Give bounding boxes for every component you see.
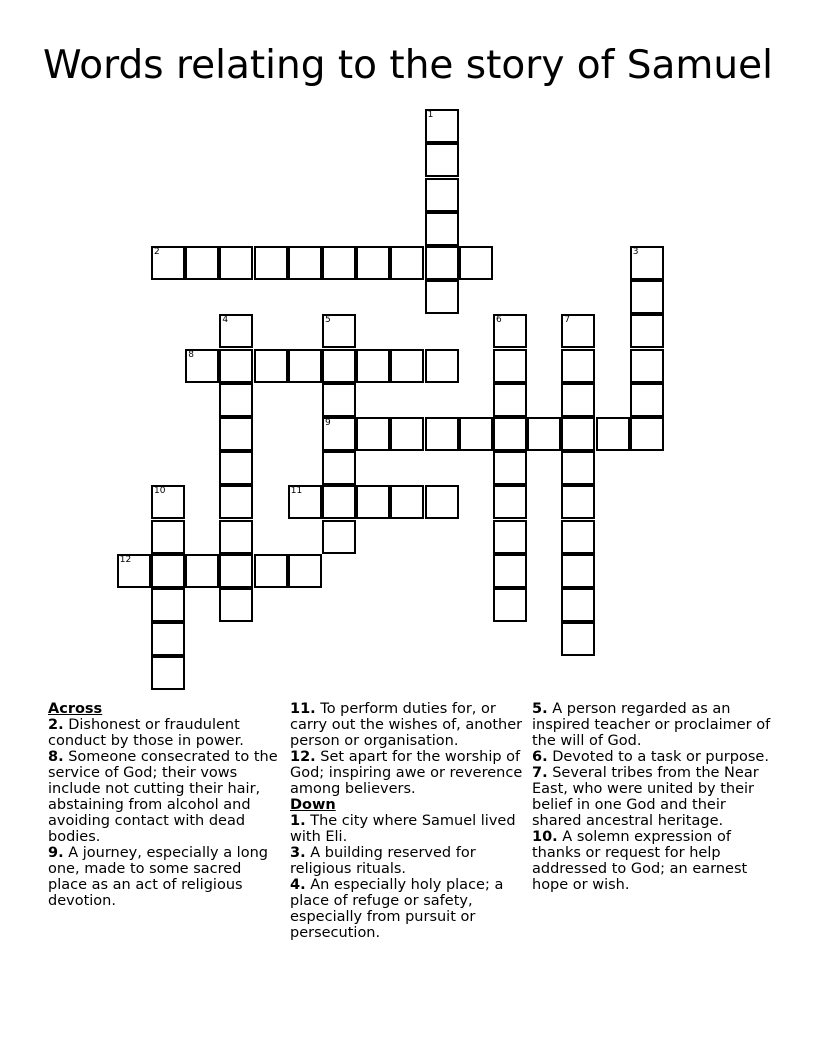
grid-cell[interactable] bbox=[561, 417, 595, 451]
grid-cell[interactable] bbox=[425, 246, 459, 280]
grid-cell[interactable] bbox=[219, 485, 253, 519]
grid-cell[interactable] bbox=[288, 246, 322, 280]
grid-cell[interactable] bbox=[425, 143, 459, 177]
grid-cell[interactable] bbox=[356, 349, 390, 383]
grid-cell[interactable] bbox=[322, 246, 356, 280]
clues-column-1 bbox=[48, 701, 280, 909]
clue-number: 11 bbox=[290, 486, 303, 497]
clue-down-5: 5. A person regarded as an inspired teacher or proclaimer of the will of God. bbox=[532, 701, 771, 749]
grid-cell[interactable] bbox=[322, 451, 356, 485]
grid-cell[interactable] bbox=[254, 554, 288, 588]
grid-cell[interactable] bbox=[459, 246, 493, 280]
grid-cell[interactable] bbox=[219, 588, 253, 622]
grid-cell[interactable] bbox=[493, 349, 527, 383]
grid-cell[interactable] bbox=[527, 417, 561, 451]
grid-cell[interactable] bbox=[254, 349, 288, 383]
grid-cell[interactable] bbox=[630, 280, 664, 314]
clue-across-2: 2. Dishonest or fraudulent conduct by those in power. bbox=[48, 717, 244, 749]
grid-cell[interactable] bbox=[390, 485, 424, 519]
clue-number: 3 bbox=[632, 247, 639, 257]
grid-cell[interactable] bbox=[356, 246, 390, 280]
grid-cell[interactable] bbox=[425, 109, 459, 143]
clue-number: 5 bbox=[325, 315, 331, 326]
grid-cell[interactable] bbox=[322, 349, 356, 383]
grid-cell[interactable] bbox=[425, 485, 459, 519]
clue-down-7: 7. Several tribes from the Near East, who were united by their belief in one God and their shared ancestral heritage. bbox=[532, 765, 759, 829]
grid-cell[interactable] bbox=[596, 417, 630, 451]
grid-cell[interactable] bbox=[288, 349, 322, 383]
grid-cell[interactable] bbox=[561, 314, 595, 348]
grid-cell[interactable] bbox=[493, 485, 527, 519]
grid-cell[interactable] bbox=[322, 520, 356, 554]
clue-number: 4 bbox=[222, 315, 229, 326]
grid-cell[interactable] bbox=[151, 588, 185, 622]
grid-cell[interactable] bbox=[219, 383, 253, 417]
grid-cell[interactable] bbox=[493, 314, 527, 348]
grid-cell[interactable] bbox=[459, 417, 493, 451]
clue-down-3: 3. A building reserved for religious rituals. bbox=[290, 845, 476, 877]
grid-cell[interactable] bbox=[561, 451, 595, 485]
grid-cell[interactable] bbox=[425, 212, 459, 246]
grid-cell[interactable] bbox=[185, 554, 219, 588]
clues-column-2 bbox=[290, 701, 526, 941]
grid-cell[interactable] bbox=[219, 314, 253, 348]
clue-number: 7 bbox=[564, 315, 571, 326]
grid-cell[interactable] bbox=[356, 485, 390, 519]
grid-cell[interactable] bbox=[151, 246, 185, 280]
grid-cell[interactable] bbox=[561, 485, 595, 519]
grid-cell[interactable] bbox=[561, 349, 595, 383]
clues-column-3 bbox=[532, 701, 772, 893]
grid-cell[interactable] bbox=[219, 417, 253, 451]
grid-cell[interactable] bbox=[151, 554, 185, 588]
grid-cell[interactable] bbox=[630, 314, 664, 348]
grid-cell[interactable] bbox=[493, 417, 527, 451]
grid-cell[interactable] bbox=[322, 485, 356, 519]
grid-cell[interactable] bbox=[630, 349, 664, 383]
clue-number: 2 bbox=[154, 247, 160, 257]
across-heading: Across bbox=[48, 701, 103, 717]
grid-cell[interactable] bbox=[254, 246, 288, 280]
grid-cell[interactable] bbox=[425, 349, 459, 383]
grid-cell[interactable] bbox=[151, 622, 185, 656]
grid-cell[interactable] bbox=[219, 349, 253, 383]
grid-cell[interactable] bbox=[151, 520, 185, 554]
grid-cell[interactable] bbox=[630, 246, 664, 280]
clue-number: 10 bbox=[154, 486, 166, 497]
grid-cell[interactable] bbox=[219, 451, 253, 485]
grid-cell[interactable] bbox=[151, 656, 185, 690]
grid-cell[interactable] bbox=[322, 383, 356, 417]
clue-across-9: 9. A journey, especially a long one, made to some sacred place as an act of religious devotion. bbox=[48, 845, 268, 909]
clue-number: 9 bbox=[325, 418, 331, 428]
grid-cell[interactable] bbox=[630, 383, 664, 417]
grid-cell[interactable] bbox=[390, 417, 424, 451]
grid-cell[interactable] bbox=[219, 520, 253, 554]
down-heading: Down bbox=[290, 797, 336, 813]
grid-cell[interactable] bbox=[493, 451, 527, 485]
grid-cell[interactable] bbox=[219, 554, 253, 588]
clue-down-1: 1. The city where Samuel lived with Eli. bbox=[290, 813, 516, 845]
grid-cell[interactable] bbox=[288, 554, 322, 588]
grid-cell[interactable] bbox=[425, 280, 459, 314]
grid-cell[interactable] bbox=[493, 554, 527, 588]
grid-cell[interactable] bbox=[493, 588, 527, 622]
grid-cell[interactable] bbox=[493, 520, 527, 554]
clue-number: 6 bbox=[496, 315, 502, 326]
grid-cell[interactable] bbox=[561, 520, 595, 554]
clue-down-10: 10. A solemn expression of thanks or request for help addressed to God; an earnest hope or wish. bbox=[532, 829, 748, 893]
grid-cell[interactable] bbox=[322, 314, 356, 348]
grid-cell[interactable] bbox=[288, 485, 322, 519]
clue-number: 1 bbox=[427, 110, 434, 121]
grid-cell[interactable] bbox=[630, 417, 664, 451]
grid-cell[interactable] bbox=[561, 588, 595, 622]
clue-across-12: 12. Set apart for the worship of God; inspiring awe or reverence among believers. bbox=[290, 749, 523, 797]
clue-down-6: 6. Devoted to a task or purpose. bbox=[532, 749, 769, 765]
clue-across-11: 11. To perform duties for, or carry out the wishes of, another person or organisation. bbox=[290, 701, 523, 749]
puzzle-title: Words relating to the story of Samuel bbox=[43, 43, 773, 88]
grid-cell[interactable] bbox=[117, 554, 151, 588]
grid-cell[interactable] bbox=[185, 246, 219, 280]
grid-cell[interactable] bbox=[425, 417, 459, 451]
grid-cell[interactable] bbox=[219, 246, 253, 280]
grid-cell[interactable] bbox=[356, 417, 390, 451]
grid-cell[interactable] bbox=[561, 622, 595, 656]
grid-cell[interactable] bbox=[322, 417, 356, 451]
clue-number: 12 bbox=[119, 554, 132, 565]
grid-cell[interactable] bbox=[493, 383, 527, 417]
grid-cell[interactable] bbox=[425, 178, 459, 212]
grid-cell[interactable] bbox=[390, 246, 424, 280]
clue-across-8: 8. Someone consecrated to the service of God; their vows include not cutting their hair, abstaining from alcohol and avoiding contact with dead bodies. bbox=[48, 749, 278, 845]
grid-cell[interactable] bbox=[151, 485, 185, 519]
grid-cell[interactable] bbox=[561, 554, 595, 588]
clue-down-4: 4. An especially holy place; a place of refuge or safety, especially from pursuit or persecution. bbox=[290, 877, 504, 941]
clue-number: 8 bbox=[188, 349, 194, 360]
grid-cell[interactable] bbox=[390, 349, 424, 383]
grid-cell[interactable] bbox=[561, 383, 595, 417]
grid-cell[interactable] bbox=[185, 349, 219, 383]
